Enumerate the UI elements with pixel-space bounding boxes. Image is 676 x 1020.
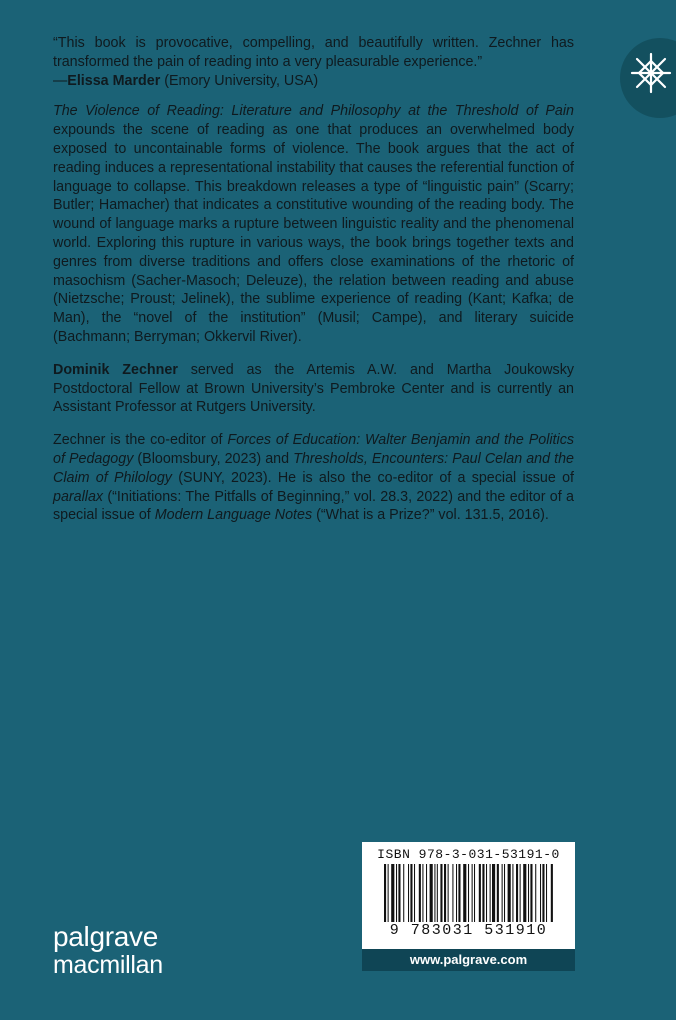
barcode-bar [520,864,521,922]
barcode-bar [497,864,499,922]
book-title: The Violence of Reading: Literature and Philosophy at the Threshold of Pain [53,103,574,120]
barcode-bar [551,864,553,922]
barcode-bar [388,864,389,922]
publisher-name-line1: palgrave [53,921,159,952]
work-title-2: Thresholds, Encounters: Paul Celan and the Claim of Philology [53,450,574,486]
barcode-bar [540,864,541,922]
barcode-bar [398,864,400,922]
author-bio-text: served as the Artemis A.W. and Martha Joukowsky Postdoctoral Fellow at Brown University’s Pembroke Center and is currently an Assistant Professor at Rutgers University. [53,361,574,416]
barcode-bar [430,864,433,922]
author-bio [53,361,574,417]
barcode-background [362,842,575,949]
barcode-bar [535,864,536,922]
barcode-bars [384,864,554,922]
barcode-bar [512,864,513,922]
barcode-bar [384,864,386,922]
barcode-bar [391,864,394,922]
barcode-bar [516,864,518,922]
quote-dash: — [53,72,68,89]
barcode-bar [486,864,487,922]
barcode-bar [422,864,423,922]
isbn-digits: 9 783031 531910 [389,922,548,939]
barcode-bar [528,864,529,922]
barcode-bar [523,864,526,922]
isbn-label: ISBN 978-3-031-53191-0 [377,847,560,862]
barcode-bar [530,864,532,922]
barcode-bar [440,864,442,922]
barcode-bar [448,864,449,922]
barcode-bar [546,864,547,922]
barcode-bar [419,864,421,922]
quote-affiliation: (Emory University, USA) [160,72,319,89]
quote-text: “This book is provocative, compelling, and beautifully written. Zechner has transformed the pain of reading into a very pleasurable experience.” [53,35,574,70]
barcode-bar [410,864,412,922]
barcode-bar [479,864,481,922]
barcode-bar [434,864,435,922]
barcode-bar [468,864,469,922]
barcode-bar [396,864,397,922]
quote-author: Elissa Marder [67,72,161,89]
endorsement-quote [53,34,574,90]
barcode-bar [492,864,495,922]
barcode-bar [474,864,475,922]
publisher-name-line2: macmillan [53,951,163,979]
barcode-bar [504,864,505,922]
back-cover-text [53,34,574,539]
works-text-4: (“Initiations: The Pitfalls of Beginning,” vol. 28.3, 2022) and the editor of a special issue of [53,488,574,524]
barcode-bar [403,864,404,922]
works-text-3: (SUNY, 2023). He is also the co-editor of a special issue of [171,469,574,486]
work-title-3: parallax [53,488,104,505]
palgrave-logo-badge [620,38,676,118]
work-title-1: Forces of Education: Walter Benjamin and the Politics of Pedagogy [53,432,574,467]
barcode-bar [542,864,544,922]
author-name: Dominik Zechner [53,361,178,378]
book-description [53,102,574,346]
barcode-bar [508,864,511,922]
barcode-bar [502,864,503,922]
palgrave-star-logo-icon [628,50,674,96]
barcode-bar [452,864,453,922]
barcode-bar [490,864,491,922]
barcode-bar [482,864,484,922]
description-body: expounds the scene of reading as one that produces an overwhelmed body exposed to uncontainable forms of violence. The book argues that the act of reading induces a representational instability that causes the referential function of language to collapse. This breakdown releases a type of “linguistic pain” (Scarry; Butler; Hamacher) that indicates a constitutive wounding of the reading body. The wound of language marks a rupture between linguistic reality and the phenomenal world. Exploring this rupture in various ways, the book brings together texts and genres from diverse traditions and offers close examinations of the rhetoric of masochism (Sacher-Masoch; Deleuze), the relation between reading and abuse (Nietzsche; Proust; Jelinek), the sublime experience of reading (Kant; Kafka; de Man), the “novel of the institution” (Musil; Campe), and literary suicide (Bachmann; Berryman; Okkervil River). [53,122,574,345]
works-text-5: (“What is a Prize?” vol. 131.5, 2016). [312,507,549,524]
barcode-bar [437,864,438,922]
publisher-logo-text [53,922,163,978]
author-works [53,431,574,525]
barcode-bar [426,864,427,922]
barcode-bar [414,864,415,922]
barcode-bar [444,864,446,922]
barcode-bar [458,864,460,922]
publisher-website[interactable]: www.palgrave.com [362,949,575,971]
works-text-1: Zechner is the co-editor of [53,432,228,449]
work-title-4: Modern Language Notes [154,507,313,524]
works-text-2: (Bloomsbury, 2023) and [133,450,294,467]
isbn-barcode-block [362,842,575,971]
barcode-bar [456,864,457,922]
barcode-bar [472,864,473,922]
barcode-bar [408,864,409,922]
barcode-bar [463,864,466,922]
